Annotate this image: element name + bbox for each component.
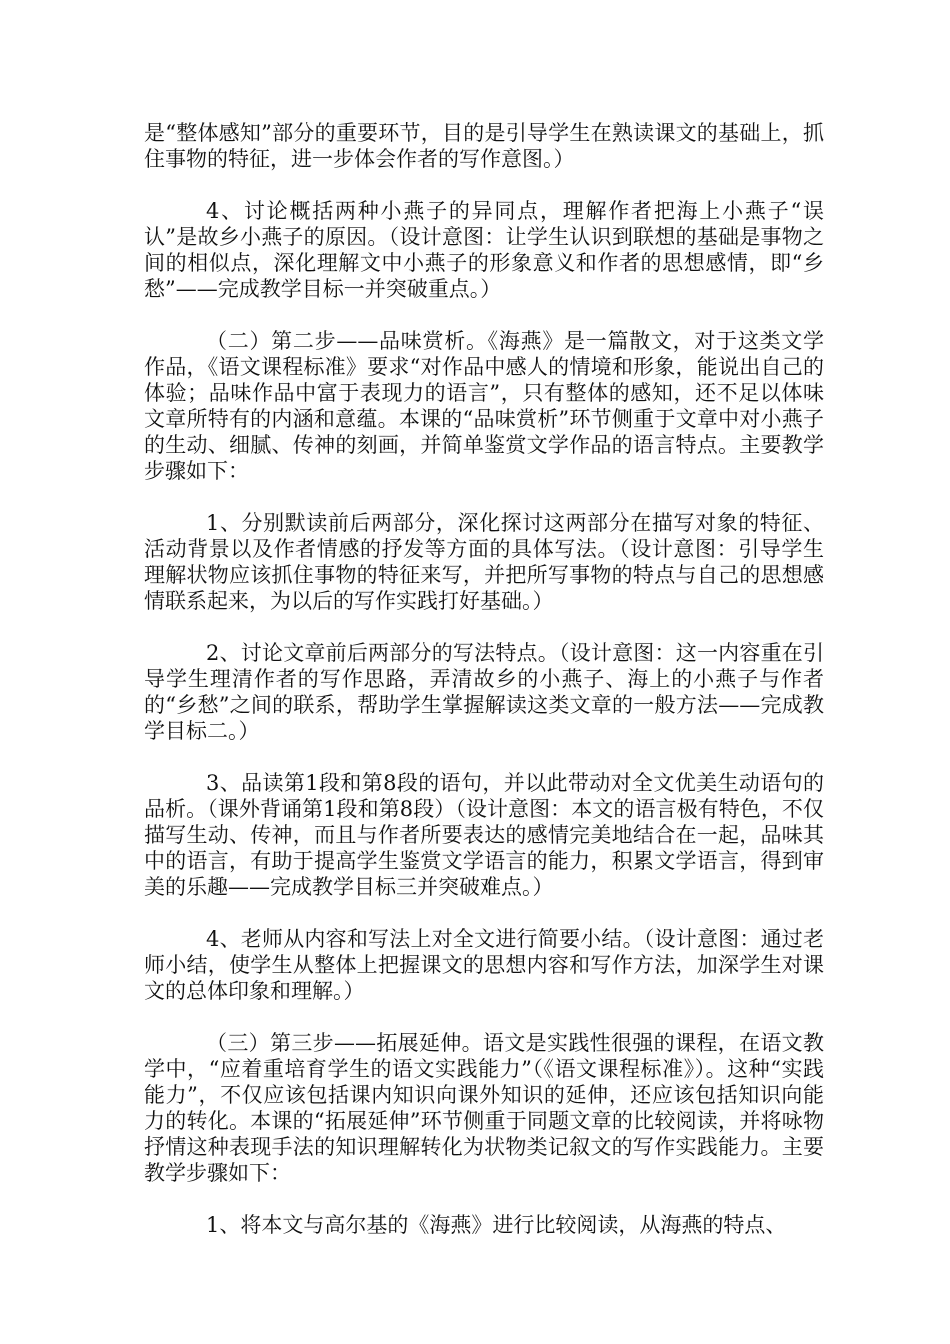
paragraph-gap [144,900,824,926]
paragraph-3: （二）第二步——品味赏析。《海燕》是一篇散文，对于这类文学作品，《语文课程标准》要求“对作品中感人的情境和形象，能说出自己的体验；品味作品中富于表现力的语言”，只有整体的感知，还不足以体味文章所特有的内涵和意蕴。本课的“品味赏析”环节侧重于文章中对小燕子的生动、细腻、传神的刻画，并简单鉴赏文学作品的语言特点。主要教学步骤如下： [144,329,824,483]
paragraph-gap [144,302,824,328]
paragraph-gap [144,484,824,510]
paragraph-5: 2、讨论文章前后两部分的写法特点。（设计意图：这一内容重在引导学生理清作者的写作思路，弄清故乡的小燕子、海上的小燕子与作者的“乡愁”之间的联系，帮助学生掌握解读这类文章的一般方法——完成教学目标二。） [144,641,824,743]
paragraph-gap [144,172,824,198]
paragraph-9: 1、将本文与高尔基的《海燕》进行比较阅读，从海燕的特点、 [206,1213,787,1237]
paragraph-8: （三）第三步——拓展延伸。语文是实践性很强的课程，在语文教学中，“应着重培育学生的语文实践能力”（《语文课程标准》）。这种“实践能力”，不仅应该包括课内知识向课外知识的延伸，还应该包括知识向能力的转化。本课的“拓展延伸”环节侧重于同题文章的比较阅读，并将咏物抒情这种表现手法的知识理解转化为状物类记叙文的写作实践能力。主要教学步骤如下： [144,1031,824,1185]
paragraph-4: 1、分别默读前后两部分，深化探讨这两部分在描写对象的特征、活动背景以及作者情感的抒发等方面的具体写法。（设计意图：引导学生理解状物应该抓住事物的特征来写，并把所写事物的特点与自己的思想感情联系起来，为以后的写作实践打好基础。） [144,511,824,613]
paragraph-2: 4、讨论概括两种小燕子的异同点，理解作者把海上小燕子“误认”是故乡小燕子的原因。（设计意图：让学生认识到联想的基础是事物之间的相似点，深化理解文中小燕子的形象意义和作者的思想感情，即“乡愁”——完成教学目标一并突破重点。） [144,199,824,301]
paragraph-gap [144,614,824,640]
paragraph-gap [144,1004,824,1030]
paragraph-1: 是“整体感知”部分的重要环节，目的是引导学生在熟读课文的基础上，抓住事物的特征，进一步体会作者的写作意图。） [144,121,824,171]
document-page [144,120,824,1238]
paragraph-gap [144,744,824,770]
paragraph-7: 4、老师从内容和写法上对全文进行简要小结。（设计意图：通过老师小结，使学生从整体上把握课文的思想内容和写作方法，加深学生对课文的总体印象和理解。） [144,927,824,1003]
paragraph-gap [144,1186,824,1212]
paragraph-6: 3、品读第1段和第8段的语句，并以此带动对全文优美生动语句的品析。（课外背诵第1段和第8段）（设计意图：本文的语言极有特色，不仅描写生动、传神，而且与作者所要表达的感情完美地结合在一起，品味其中的语言，有助于提高学生鉴赏文学语言的能力，积累文学语言，得到审美的乐趣——完成教学目标三并突破难点。） [144,771,824,899]
